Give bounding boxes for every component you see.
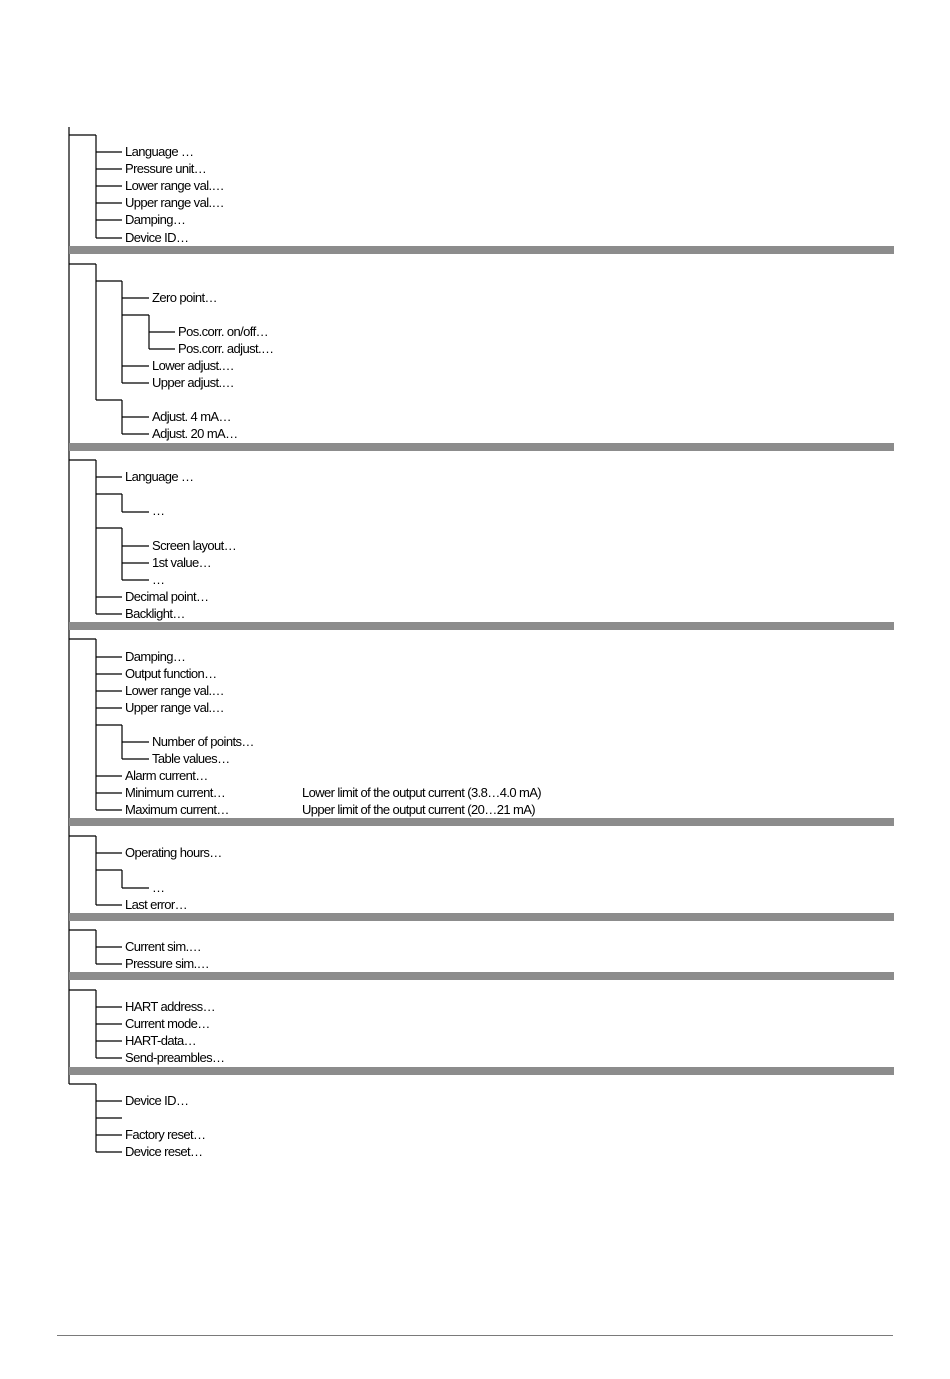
menu-item-operating-hours[interactable]: Operating hours… [125, 845, 222, 860]
menu-item-hart-address[interactable]: HART address… [125, 999, 215, 1014]
menu-item-language[interactable]: Language … [125, 144, 194, 159]
menu-item-minimum-current[interactable]: Minimum current… [125, 785, 226, 800]
menu-item-lower-adjust[interactable]: Lower adjust.… [152, 358, 234, 373]
s1-connectors [69, 135, 122, 238]
menu-item-send-preambles[interactable]: Send-preambles… [125, 1050, 225, 1065]
menu-item-screen-layout[interactable]: Screen layout… [152, 538, 237, 553]
s6-connectors [69, 930, 122, 964]
menu-item-upper-adjust[interactable]: Upper adjust.… [152, 375, 234, 390]
minimum-current-description: Lower limit of the output current (3.8…4.0 mA) [302, 785, 542, 800]
menu-item-pressure-sim[interactable]: Pressure sim.… [125, 956, 210, 971]
menu-item-number-of-points[interactable]: Number of points… [152, 734, 254, 749]
section-separator-bar [69, 443, 894, 451]
s7-connectors [69, 990, 122, 1058]
section-separator-bar [69, 246, 894, 254]
menu-item-current-mode[interactable]: Current mode… [125, 1016, 210, 1031]
s8-connectors [69, 1084, 122, 1152]
menu-item-device-id[interactable]: Device ID… [125, 1093, 189, 1108]
menu-item-language[interactable]: Language … [125, 469, 194, 484]
maximum-current-description: Upper limit of the output current (20…21 mA) [302, 802, 535, 817]
menu-item-adjust-20ma[interactable]: Adjust. 20 mA… [152, 426, 238, 441]
menu-item-device-id[interactable]: Device ID… [125, 230, 189, 245]
menu-item-factory-reset[interactable]: Factory reset… [125, 1127, 206, 1142]
menu-item-upper-range-val[interactable]: Upper range val.… [125, 700, 224, 715]
menu-item-damping[interactable]: Damping… [125, 649, 186, 664]
menu-item-lower-range-val[interactable]: Lower range val.… [125, 683, 224, 698]
section-separator-bar [69, 1067, 894, 1075]
section-separator-bar [69, 622, 894, 630]
menu-item-first-value[interactable]: 1st value… [152, 555, 212, 570]
menu-item-upper-range-val[interactable]: Upper range val.… [125, 195, 224, 210]
menu-item-table-values[interactable]: Table values… [152, 751, 230, 766]
section-separator-bar [69, 818, 894, 826]
menu-item-zero-point[interactable]: Zero point… [152, 290, 217, 305]
menu-item-decimal-point[interactable]: Decimal point… [125, 589, 209, 604]
menu-item-pos-corr-on-off[interactable]: Pos.corr. on/off… [178, 324, 268, 339]
menu-item-lower-range-val[interactable]: Lower range val.… [125, 178, 224, 193]
section-separator-bar [69, 913, 894, 921]
menu-item-ellipsis[interactable]: … [152, 572, 165, 587]
menu-item-current-sim[interactable]: Current sim.… [125, 939, 201, 954]
menu-item-pos-corr-adjust[interactable]: Pos.corr. adjust.… [178, 341, 274, 356]
menu-item-last-error[interactable]: Last error… [125, 897, 188, 912]
footer-rule [57, 1335, 893, 1336]
menu-item-ellipsis[interactable]: … [152, 503, 165, 518]
menu-item-maximum-current[interactable]: Maximum current… [125, 802, 229, 817]
menu-item-hart-data[interactable]: HART-data… [125, 1033, 197, 1048]
section-separator-bar [69, 972, 894, 980]
menu-item-backlight[interactable]: Backlight… [125, 606, 185, 621]
menu-item-alarm-current[interactable]: Alarm current… [125, 768, 208, 783]
menu-item-pressure-unit[interactable]: Pressure unit… [125, 161, 207, 176]
menu-item-ellipsis[interactable]: … [152, 880, 165, 895]
menu-item-output-function[interactable]: Output function… [125, 666, 217, 681]
menu-item-adjust-4ma[interactable]: Adjust. 4 mA… [152, 409, 231, 424]
menu-item-device-reset[interactable]: Device reset… [125, 1144, 203, 1159]
menu-item-damping[interactable]: Damping… [125, 212, 186, 227]
